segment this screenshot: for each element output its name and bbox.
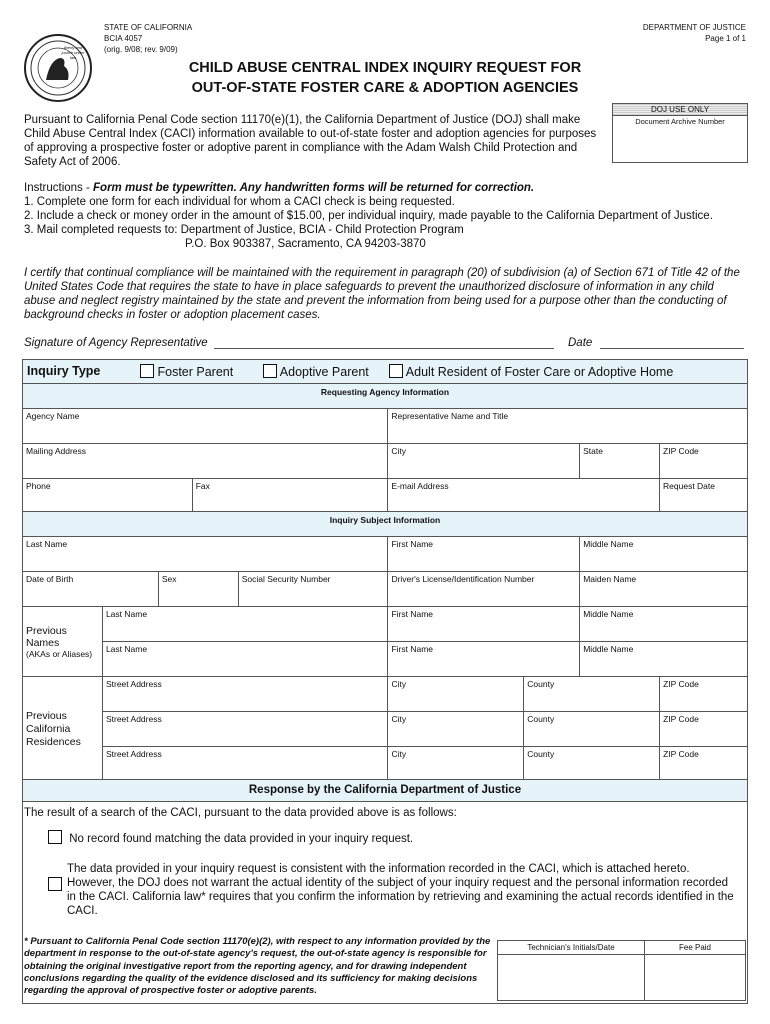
response-section-heading: Response by the California Department of Justice: [22, 779, 748, 802]
agency-state-field[interactable]: [580, 444, 660, 479]
mailing-address: P.O. Box 903387, Sacramento, CA 94203-3870: [185, 238, 426, 250]
adoptive-parent-checkbox[interactable]: [263, 364, 277, 378]
agency-info-table: [22, 383, 748, 514]
res-zip-1-label: ZIP Code: [663, 679, 699, 689]
fee-paid-label: Fee Paid: [645, 941, 746, 955]
tech-fee-table: [497, 940, 746, 1001]
form-number: BCIA 4057: [104, 34, 143, 43]
inquiry-type-label: Inquiry Type: [27, 364, 101, 378]
prev-last-name-2-label: Last Name: [105, 644, 148, 654]
middle-name-label: Middle Name: [583, 539, 634, 549]
agency-name-label: Agency Name: [26, 411, 80, 421]
prev-middle-name-1[interactable]: [580, 607, 748, 642]
prev-first-name-2-label: First Name: [391, 644, 434, 654]
res-zip-3[interactable]: [660, 747, 748, 782]
street-address-2-label: Street Address: [105, 714, 162, 724]
dl-label: Driver's License/Identification Number: [391, 574, 535, 584]
document-archive-label: Document Archive Number: [635, 117, 725, 126]
doj-use-only-box: [612, 103, 748, 163]
last-name-field[interactable]: [23, 537, 388, 572]
no-record-label: No record found matching the data provided in your inquiry request.: [69, 833, 414, 845]
tech-initials-field[interactable]: [498, 955, 645, 1001]
page-number: Page 1 of 1: [705, 34, 746, 43]
instruction-step-3: 3. Mail completed requests to: Department of Justice, BCIA - Child Protection Program: [24, 224, 464, 236]
page-title: [90, 58, 680, 98]
res-city-2-label: City: [391, 714, 407, 724]
adult-resident-option[interactable]: [389, 364, 673, 379]
seal-motto: liberty and justice under law: [61, 45, 85, 60]
prev-last-name-2[interactable]: [102, 642, 388, 677]
state-label: STATE OF CALIFORNIA: [104, 23, 193, 32]
ssn-label: Social Security Number: [241, 574, 331, 584]
res-zip-2-label: ZIP Code: [663, 714, 699, 724]
res-zip-3-label: ZIP Code: [663, 749, 699, 759]
response-intro: The result of a search of the CACI, pursuant to the data provided above is as follows:: [24, 807, 457, 819]
res-city-1-label: City: [391, 679, 407, 689]
previous-names-heading: [23, 607, 103, 677]
fax-label: Fax: [195, 481, 210, 491]
rep-name-field[interactable]: [388, 409, 748, 444]
prev-last-name-1-label: Last Name: [105, 609, 148, 619]
street-address-1[interactable]: [102, 677, 388, 712]
dob-label: Date of Birth: [26, 574, 74, 584]
no-record-checkbox[interactable]: [48, 830, 62, 844]
maiden-name-field[interactable]: [580, 572, 748, 607]
title-line-2: OUT-OF-STATE FOSTER CARE & ADOPTION AGENCIES: [191, 80, 579, 96]
instruction-step-2: 2. Include a check or money order in the amount of $15.00, per individual inquiry, made payable to the California Department of Justice.: [24, 210, 713, 222]
footnote: * Pursuant to California Penal Code section 11170(e)(2), with respect to any information provided by the department in response to the out-of-state agency's request, the out-of-state agency is responsible for obtaining the original investigative report from the reporting agency, and for drawing independent conclusions regarding the quality of the evidence disclosed and its sufficiency for making decisions regarding the approval of prospective foster or adoptive parents.: [24, 936, 491, 997]
instruction-step-1: 1. Complete one form for each individual for whom a CACI check is being requested.: [24, 196, 455, 208]
foster-parent-label: Foster Parent: [157, 365, 234, 379]
signature-line[interactable]: [214, 348, 554, 349]
res-county-3-label: County: [527, 749, 555, 759]
res-county-3[interactable]: [524, 747, 660, 782]
res-county-2[interactable]: [524, 712, 660, 747]
intro-paragraph: Pursuant to California Penal Code section 11170(e)(1), the California Department of Justice (DOJ) shall make Child Abuse Central Index (CACI) information available to out-of-state foster and adoption agencies for purposes of approving a prospective foster or adoptive parent in compliance with the Adam Walsh Child Protection and Safety Act of 2006.: [24, 114, 597, 168]
agency-section-heading: Requesting Agency Information: [23, 384, 748, 409]
mailing-address-label: Mailing Address: [26, 446, 87, 456]
title-line-1: CHILD ABUSE CENTRAL INDEX INQUIRY REQUEST FOR: [188, 60, 582, 76]
previous-residences-heading: Previous California Residences: [23, 677, 103, 782]
dob-field[interactable]: [23, 572, 159, 607]
middle-name-field[interactable]: [580, 537, 748, 572]
maiden-name-label: Maiden Name: [583, 574, 637, 584]
street-address-3[interactable]: [102, 747, 388, 782]
tech-initials-label: Technician's Initials/Date: [498, 941, 645, 955]
prev-middle-name-2[interactable]: [580, 642, 748, 677]
ssn-field[interactable]: [238, 572, 388, 607]
instructions-emphasis: Form must be typewritten. Any handwritten forms will be returned for correction.: [93, 182, 535, 194]
signature-label: Signature of Agency Representative: [24, 337, 208, 349]
last-name-label: Last Name: [26, 539, 68, 549]
res-city-1[interactable]: [388, 677, 524, 712]
res-zip-2[interactable]: [660, 712, 748, 747]
prev-first-name-1[interactable]: [388, 607, 580, 642]
agency-state-label: State: [583, 446, 603, 456]
request-date-field[interactable]: [660, 479, 748, 514]
sex-field[interactable]: [158, 572, 238, 607]
res-city-3-label: City: [391, 749, 407, 759]
agency-name-field[interactable]: [23, 409, 388, 444]
adult-resident-label: Adult Resident of Foster Care or Adoptive Home: [405, 365, 674, 379]
email-field[interactable]: [388, 479, 660, 514]
certification-paragraph: I certify that continual compliance will be maintained with the requirement in paragraph (20) of subdivision (a) of Section 671 of Title 42 of the United States Code that requires the state to have in place safeguards to prevent the unauthorized disclosure of information in any child abuse and neglect registry maintained by the state and prevent the information from being used for a purpose other than the conducting of background checks in foster or adoption placement cases.: [24, 267, 740, 321]
doj-seal: [24, 34, 92, 102]
res-county-1-label: County: [527, 679, 555, 689]
adult-resident-checkbox[interactable]: [389, 364, 403, 378]
street-address-2[interactable]: [102, 712, 388, 747]
dl-field[interactable]: [388, 572, 580, 607]
previous-names-label: Previous Names: [26, 624, 67, 649]
signature-row: [24, 336, 746, 352]
agency-zip-field[interactable]: [660, 444, 748, 479]
instructions-label: Instructions -: [24, 182, 94, 194]
form-revision: (orig. 9/08; rev. 9/09): [104, 45, 178, 54]
res-city-3[interactable]: [388, 747, 524, 782]
instructions: [24, 181, 744, 251]
subject-section-heading: Inquiry Subject Information: [23, 512, 748, 537]
res-county-1[interactable]: [524, 677, 660, 712]
res-county-2-label: County: [527, 714, 555, 724]
request-date-label: Request Date: [663, 481, 715, 491]
inquiry-type-row: [22, 359, 748, 385]
sex-label: Sex: [161, 574, 177, 584]
foster-parent-checkbox[interactable]: [140, 364, 154, 378]
res-zip-1[interactable]: [660, 677, 748, 712]
akas-label: (AKAs or Aliases): [26, 648, 93, 659]
agency-zip-label: ZIP Code: [663, 446, 699, 456]
prev-middle-name-1-label: Middle Name: [583, 609, 634, 619]
prev-first-name-1-label: First Name: [391, 609, 434, 619]
fax-field[interactable]: [192, 479, 388, 514]
mailing-address-field[interactable]: [23, 444, 388, 479]
first-name-field[interactable]: [388, 537, 580, 572]
prev-last-name-1[interactable]: [102, 607, 388, 642]
response-option-1: [48, 830, 738, 846]
adoptive-parent-label: Adoptive Parent: [279, 365, 369, 379]
rep-name-label: Representative Name and Title: [391, 411, 509, 421]
agency-city-field[interactable]: [388, 444, 580, 479]
adoptive-parent-option[interactable]: [263, 364, 369, 379]
department-label: DEPARTMENT OF JUSTICE: [642, 23, 746, 32]
date-label: Date: [568, 337, 593, 349]
phone-field[interactable]: [23, 479, 193, 514]
fee-paid-field[interactable]: [645, 955, 746, 1001]
subject-info-table: [22, 511, 748, 782]
record-found-label: The data provided in your inquiry request is consistent with the information recorded in the CACI, which is attached hereto. However, the DOJ does not warrant the actual identity of the subject of your inquiry request and the personal information recorded in the CACI. California law* requires that you confirm the information by retrieving and examining the actual records identified in the CACI.: [67, 863, 734, 917]
email-label: E-mail Address: [391, 481, 449, 491]
date-line[interactable]: [600, 348, 744, 349]
record-found-checkbox[interactable]: [48, 877, 62, 891]
prev-first-name-2[interactable]: [388, 642, 580, 677]
prev-middle-name-2-label: Middle Name: [583, 644, 634, 654]
agency-city-label: City: [391, 446, 407, 456]
street-address-3-label: Street Address: [105, 749, 162, 759]
street-address-1-label: Street Address: [105, 679, 162, 689]
record-found-checkbox-wrap: [48, 876, 62, 894]
phone-label: Phone: [26, 481, 51, 491]
first-name-label: First Name: [391, 539, 434, 549]
doj-use-only-title: DOJ USE ONLY: [613, 104, 747, 116]
foster-parent-option[interactable]: [140, 364, 233, 379]
res-city-2[interactable]: [388, 712, 524, 747]
